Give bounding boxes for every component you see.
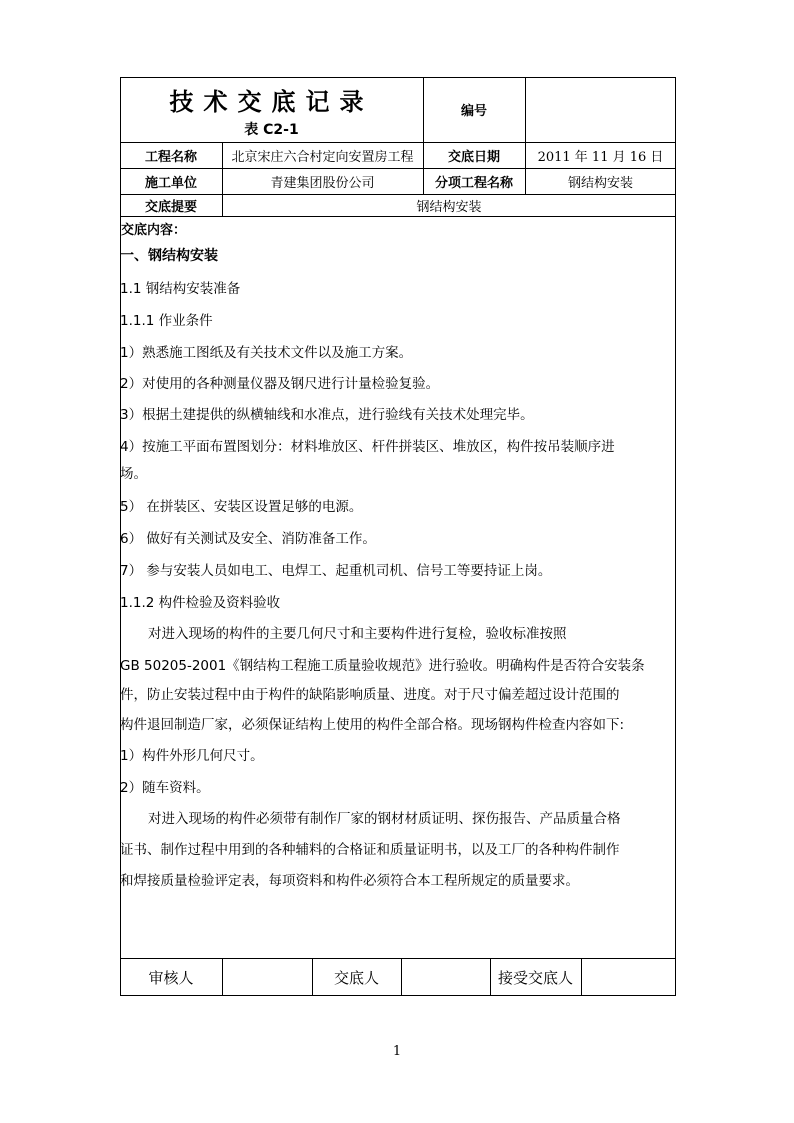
content-line: 构件退回制造厂家，必须保证结构上使用的构件全部合格。现场钢构件检查内容如下:	[120, 717, 625, 733]
project-name-value: 北京宋庄六合村定向安置房工程	[231, 149, 414, 165]
content-line: 1）熟悉施工图纸及有关技术文件以及施工方案。	[120, 345, 413, 361]
reviewer-signature[interactable]	[222, 958, 312, 996]
document-title: 技术交底记录	[169, 87, 374, 116]
receiver-label: 接受交底人	[497, 968, 573, 987]
content-line: 1.1.1 作业条件	[120, 313, 213, 329]
page-number: 1	[392, 1044, 402, 1059]
content-line: 1）构件外形几何尺寸。	[120, 748, 264, 764]
content-line: 2）对使用的各种测量仪器及钢尺进行计量检验复验。	[120, 376, 440, 392]
date-label: 交底日期	[447, 149, 500, 165]
row-divider	[120, 216, 676, 217]
number-value[interactable]	[525, 77, 676, 142]
unit-value: 青建集团股份公司	[270, 175, 375, 191]
discloser-label: 交底人	[333, 968, 379, 987]
sub-project-label: 分项工程名称	[434, 175, 513, 191]
content-line: 对进入现场的构件的主要几何尺寸和主要构件进行复检，验收标准按照	[148, 626, 567, 642]
number-label: 编号	[460, 104, 487, 119]
content-line: 4）按施工平面布置图划分：材料堆放区、杆件拼装区、堆放区，构件按吊装顺序进	[120, 439, 615, 455]
content-line: 件，防止安装过程中由于构件的缺陷影响质量、进度。对于尺寸偏差超过设计范围的	[120, 687, 620, 703]
content-line: 3）根据土建提供的纵横轴线和水准点，进行验线有关技术处理完毕。	[120, 407, 534, 423]
discloser-signature[interactable]	[401, 958, 490, 996]
summary-label: 交底提要	[144, 199, 197, 215]
sub-project-value: 钢结构安装	[567, 175, 633, 191]
content-line: GB 50205-2001《钢结构工程施工质量验收规范》进行验收。明确构件是否符合安装条	[120, 658, 645, 674]
content-line: 7） 参与安装人员如电工、电焊工、起重机司机、信号工等要持证上岗。	[120, 563, 552, 579]
reviewer-label: 审核人	[148, 968, 194, 987]
summary-value: 钢结构安装	[416, 199, 482, 215]
content-line: 对进入现场的构件必须带有制作厂家的钢材材质证明、探伤报告、产品质量合格	[148, 811, 621, 827]
content-line: 一、钢结构安装	[120, 248, 218, 264]
date-value: 2011 年 11 月 16 日	[537, 149, 664, 165]
unit-label: 施工单位	[144, 175, 197, 191]
content-line: 场。	[120, 466, 147, 482]
content-line: 6） 做好有关测试及安全、消防准备工作。	[120, 531, 376, 547]
project-name-label: 工程名称	[144, 149, 197, 165]
form-number: 表 C2-1	[244, 122, 299, 138]
content-line: 1.1.2 构件检验及资料验收	[120, 595, 281, 611]
receiver-signature[interactable]	[581, 958, 676, 996]
content-line: 2）随车资料。	[120, 780, 210, 796]
content-line: 5） 在拼装区、安装区设置足够的电源。	[120, 499, 363, 515]
content-line: 证书、制作过程中用到的各种辅料的合格证和质量证明书，以及工厂的各种构件制作	[120, 842, 620, 858]
content-line: 1.1 钢结构安装准备	[120, 281, 241, 297]
content-label: 交底内容：	[121, 223, 187, 238]
content-line: 和焊接质量检验评定表，每项资料和构件必须符合本工程所规定的质量要求。	[120, 873, 579, 889]
